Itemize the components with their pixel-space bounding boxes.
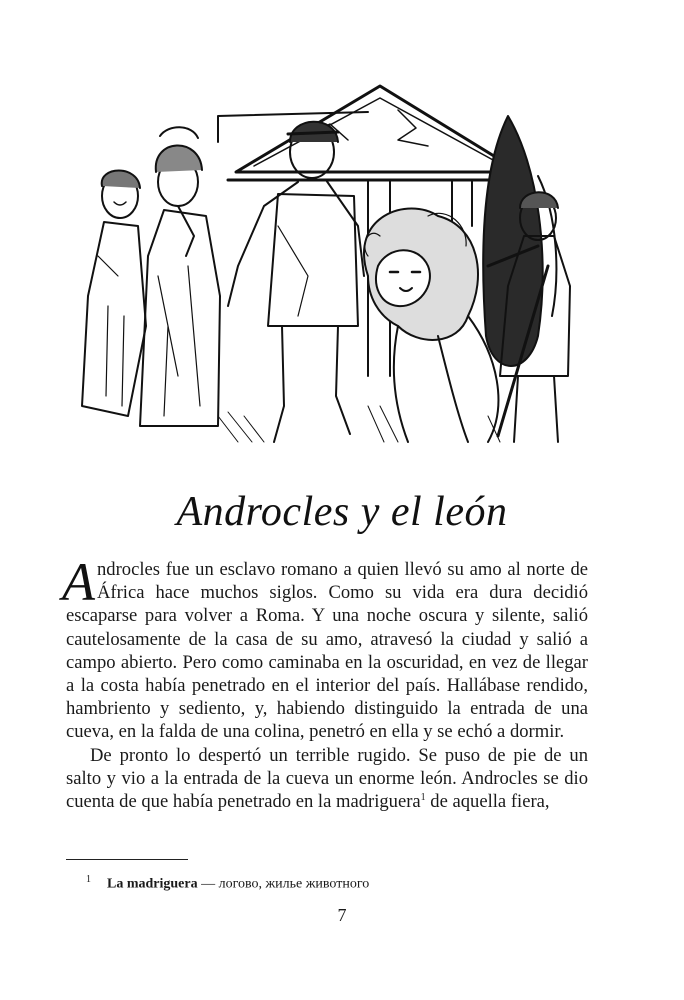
paragraph-2-tail: de aquella fiera, [425, 791, 550, 813]
lion-figure [364, 209, 498, 443]
boy-figure [228, 122, 364, 442]
paragraph-2 [66, 744, 588, 814]
footnote-term: La madriguera [107, 876, 198, 892]
woman-figure-left [82, 171, 146, 417]
footnote-reference[interactable]: 1 [420, 791, 426, 803]
drop-cap: A [62, 552, 95, 612]
footnote-definition: — логово, жилье животного [197, 876, 370, 892]
paragraph-1 [62, 552, 588, 744]
paragraph-2-text: De pronto lo despertó un terrible rugido. Se puso de pie de un salto y vio a la entrada de la cueva un enorme león. Androcles se dio cuenta de que había penetrado en la madriguera [66, 744, 588, 813]
page-title: Androcles y el león [176, 489, 508, 535]
body-text [62, 552, 588, 813]
page-number: 7 [337, 905, 347, 925]
paragraph-1-text: ndrocles fue un esclavo romano a quien llevó su amo al norte de África hace muchos siglos. Como su vida era dura decidió escaparse para volver a Roma. Y una noche oscura y silente, salió cautelosamente de la casa de su amo, atravesó la ciudad y salió a campo abierto. Pero como caminaba en la oscuridad, en vez de llegar a la costa había penetrado en el interior del país. Hallábase rendido, hambriento y sediento, y, habiendo distinguido la entrada de una cueva, en la falda de una colina, penetró en ella y se echó a dormir. [66, 559, 588, 743]
illustration-androcles-lion [68, 76, 580, 448]
tree-drawing [483, 116, 556, 366]
footnote [86, 874, 606, 893]
footnote-divider [66, 859, 188, 860]
footnote-number: 1 [86, 874, 91, 885]
woman-figure-center [140, 127, 220, 426]
